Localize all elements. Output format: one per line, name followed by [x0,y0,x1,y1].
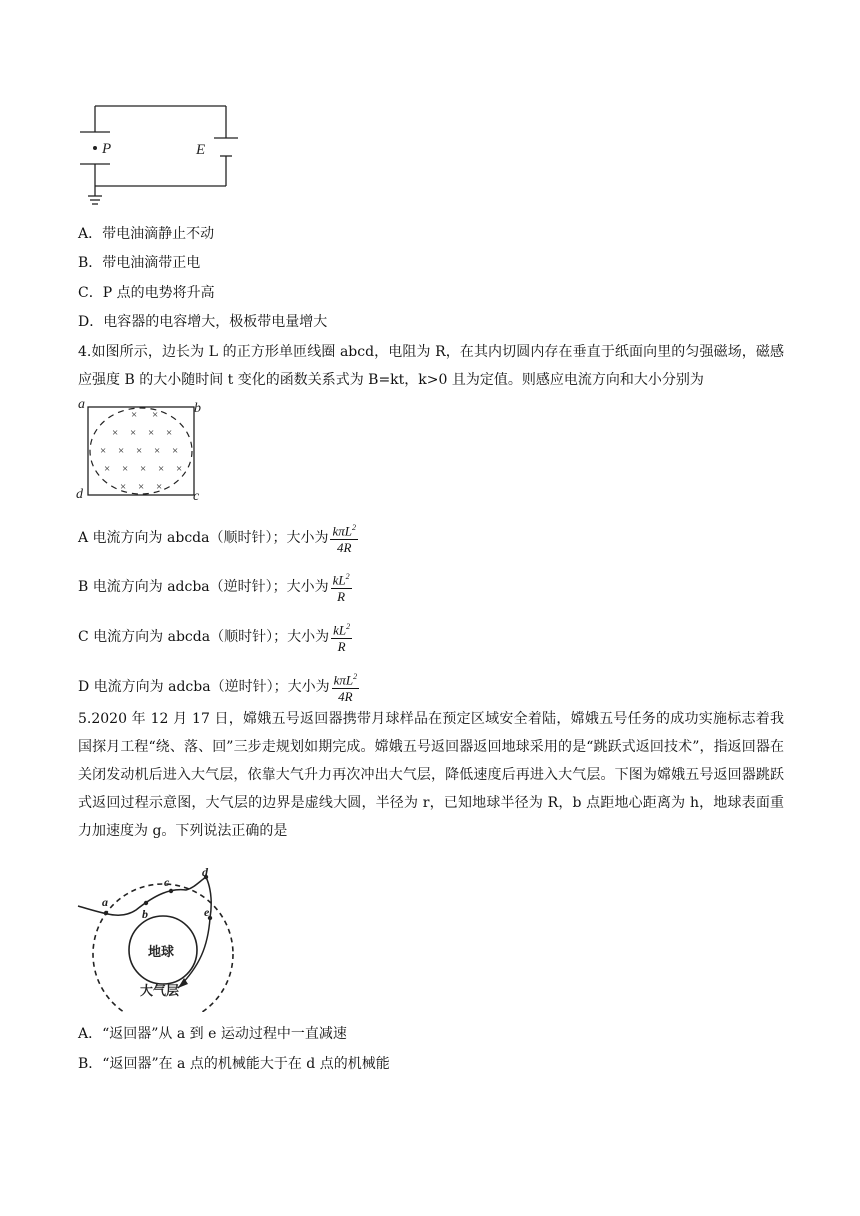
field-into-page-mark: × [158,463,165,475]
corner-b-label: b [194,401,201,416]
q4-stem: 4.如图所示，边长为 L 的正方形单匝线圈 abcd，电阻为 R，在其内切圆内存在垂直于纸面向里的匀强磁场，磁感应强度 B 的大小随时间 t 变化的函数关系式为 B=kt，k>0 且为定值。则感应电流方向和大小分别为 [78,344,784,388]
capacitor-circuit-figure [78,100,248,212]
field-into-page-mark: × [156,481,163,493]
field-into-page-mark: × [104,463,111,475]
point-e-label: e [204,905,210,919]
field-into-page-mark: × [112,427,119,439]
q4-option-d-text: D 电流方向为 adcba（逆时针）；大小为 [78,679,330,696]
field-into-page-mark: × [130,427,137,439]
q5-stem: 5.2020 年 12 月 17 日，嫦娥五号返回器携带月球样品在预定区域安全着陆，嫦娥五号任务的成功实施标志着我国探月工程“绕、落、回”三步走规划如期完成。嫦娥五号返回器返回地球采用的是“跳跃式返回技术”，指返回器在关闭发动机后进入大气层，依靠大气升力再次冲出大气层，降低速度后再进入大气层。下图为嫦娥五号返回器跳跃式返回过程示意图，大气层的边界是虚线大圆，半径为 r，已知地球半径为 R，b 点距地心距离为 h，地球表面重力加速度为 g。下列说法正确的是 [78,711,784,839]
field-into-page-mark: × [138,481,145,493]
field-into-page-mark: × [136,445,143,457]
field-into-page-mark: × [148,427,155,439]
skip-reentry-figure [76,866,246,1012]
field-into-page-mark: × [154,445,161,457]
q4-option-d [78,669,359,705]
q4-option-d-fraction: $\frac{k\pi L^2}{4R}$ [332,669,360,705]
q4-option-a [78,520,358,556]
corner-c-label: c [193,489,200,502]
q3-option-c: C．P 点的电势将升高 [78,285,215,301]
q4-option-a-fraction: $\frac{k\pi L^2}{4R}$ [330,520,358,556]
q5-option-a: A．“返回器”从 a 到 e 运动过程中一直减速 [78,1026,347,1042]
q3-option-b: B．带电油滴带正电 [78,255,201,271]
q4-option-c [78,619,352,655]
point-b-label: b [142,907,148,921]
field-into-page-mark: × [176,463,183,475]
q5-option-b: B．“返回器”在 a 点的机械能大于在 d 点的机械能 [78,1056,390,1072]
point-c-label: c [164,875,170,889]
field-into-page-mark: × [100,445,107,457]
field-into-page-mark: × [120,481,127,493]
atmosphere-label: 大气层 [140,983,180,998]
q4-option-c-fraction: $\frac{kL^2}{R}$ [331,619,352,655]
point-p-label: P [102,141,112,157]
q4-option-b [78,569,352,605]
field-into-page-mark: × [131,409,138,421]
q4-option-b-text: B 电流方向为 adcba（逆时针）；大小为 [78,579,329,596]
q3-option-d: D．电容器的电容增大，极板带电量增大 [78,314,328,330]
field-into-page-mark: × [140,463,147,475]
q4-option-b-fraction: $\frac{kL^2}{R}$ [331,569,352,605]
battery-e-label: E [196,142,206,158]
field-into-page-mark: × [122,463,129,475]
point-a-label: a [102,895,108,909]
field-into-page-mark: × [118,445,125,457]
earth-label: 地球 [148,944,175,959]
corner-a-label: a [78,398,85,412]
field-into-page-mark: × [172,445,179,457]
q4-option-c-text: C 电流方向为 abcda（顺时针）；大小为 [78,629,330,646]
q4-option-a-text: A 电流方向为 abcda（顺时针）；大小为 [78,530,329,547]
point-d-label: d [202,866,208,879]
q3-option-a: A．带电油滴静止不动 [78,226,215,242]
coil-magnetic-field-figure [74,398,214,502]
field-into-page-mark: × [152,409,159,421]
field-into-page-mark: × [166,427,173,439]
corner-d-label: d [76,487,83,502]
